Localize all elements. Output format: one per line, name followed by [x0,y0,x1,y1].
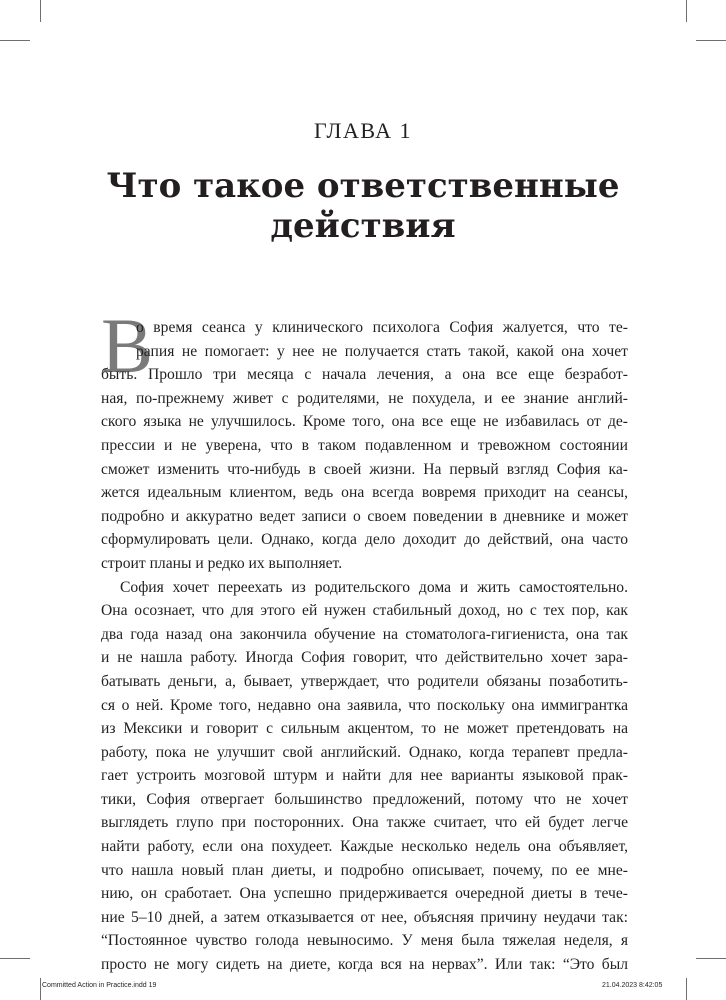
text-line: работу, пока не улучшит свой английский. Однако, когда терапевт предла- [101,743,628,761]
slug-file-name: Committed Action in Practice.indd 19 [42,982,157,989]
body-text [101,316,628,977]
text-line: батывать деньги, а, бывает, утверждает, что родители обязаны позаботить- [101,672,628,690]
text-line: рапия не помогает: у нее не получается стать такой, какой она хочет [136,342,628,360]
chapter-label: ГЛАВА 1 [313,118,413,143]
crop-mark-top-right-horizontal [696,40,726,41]
text-line: ная, по-прежнему живет с родителями, не похудела, и ее знание англий- [101,389,628,407]
text-line: строит планы и редко их выполняет. [101,554,343,572]
text-line: ние 5–10 дней, а затем отказывается от нее, объясняя причину неудачи так: [101,908,628,926]
text-line: что нашла новый план диеты, и подробно описывает, почему, по ее мне- [101,861,628,879]
text-line: сформулировать цели. Однако, когда дело доходит до действий, она часто [101,531,628,549]
crop-mark-bottom-right-vertical [686,978,687,1000]
text-line: жется идеальным клиентом, ведь она всегда вовремя приходит на сеансы, [101,484,628,502]
crop-mark-top-left-horizontal [0,40,30,41]
chapter-title [0,166,726,246]
text-line: “Постоянное чувство голода невыносимо. У меня была тяжелая неделя, я [101,932,628,950]
text-line: сможет изменить что-нибудь в своей жизни. На первый взгляд София ка- [101,460,628,478]
text-line: найти работу, если она похудеет. Каждые несколько недель она объявляет, [101,838,628,856]
chapter-title-line: Что такое ответственные [106,166,620,206]
text-line: тики, София отвергает большинство предложений, потому что не хочет [101,790,628,808]
text-line: и не нашла работу. Иногда София говорит, что действительно хочет зара- [101,649,628,667]
text-line: София хочет переехать из родительского дома и жить самостоятельно. [120,578,628,596]
text-line: подробно и аккуратно ведет записи о своем поведении в дневнике и может [101,507,628,525]
text-line: просто не могу сидеть на диете, когда вся на нервах”. Или так: “Это был [101,956,628,974]
text-line: два года назад она закончила обучение на стоматолога-гигиениста, она так [101,625,628,643]
crop-mark-bottom-left-horizontal [0,958,30,959]
crop-mark-top-right-vertical [686,0,687,22]
chapter-title-line: действия [270,206,456,246]
text-line: прессии и не уверена, что в таком подавленном и тревожном состоянии [101,436,628,454]
text-line: ского языка не улучшилось. Кроме того, она все еще не избавилась от де- [101,413,628,431]
slug-timestamp: 21.04.2023 8:42:05 [602,982,663,989]
text-line: быть. Прошло три месяца с начала лечения, а она все еще безработ- [101,366,628,384]
text-line: нию, он сработает. Она успешно придерживается очередной диеты в тече- [101,885,628,903]
crop-mark-bottom-left-vertical [40,978,41,1000]
crop-mark-top-left-vertical [40,0,41,22]
text-line: выглядеть глупо при посторонних. Она также считает, что ей будет легче [101,814,628,832]
text-line: ся о ней. Кроме того, недавно она заявила, что поскольку она иммигрантка [101,696,628,714]
text-line: гает устроить мозговой штурм и найти для нее варианты языковой прак- [101,767,628,785]
crop-mark-bottom-right-horizontal [696,958,726,959]
text-line: Она осознает, что для этого ей нужен стабильный доход, но с тех пор, как [101,602,628,620]
text-line: из Мексики и говорит с сильным акцентом, то не может претендовать на [101,720,628,738]
drop-cap: В [101,302,154,389]
text-line: о время сеанса у клинического психолога София жалуется, что те- [136,319,628,336]
